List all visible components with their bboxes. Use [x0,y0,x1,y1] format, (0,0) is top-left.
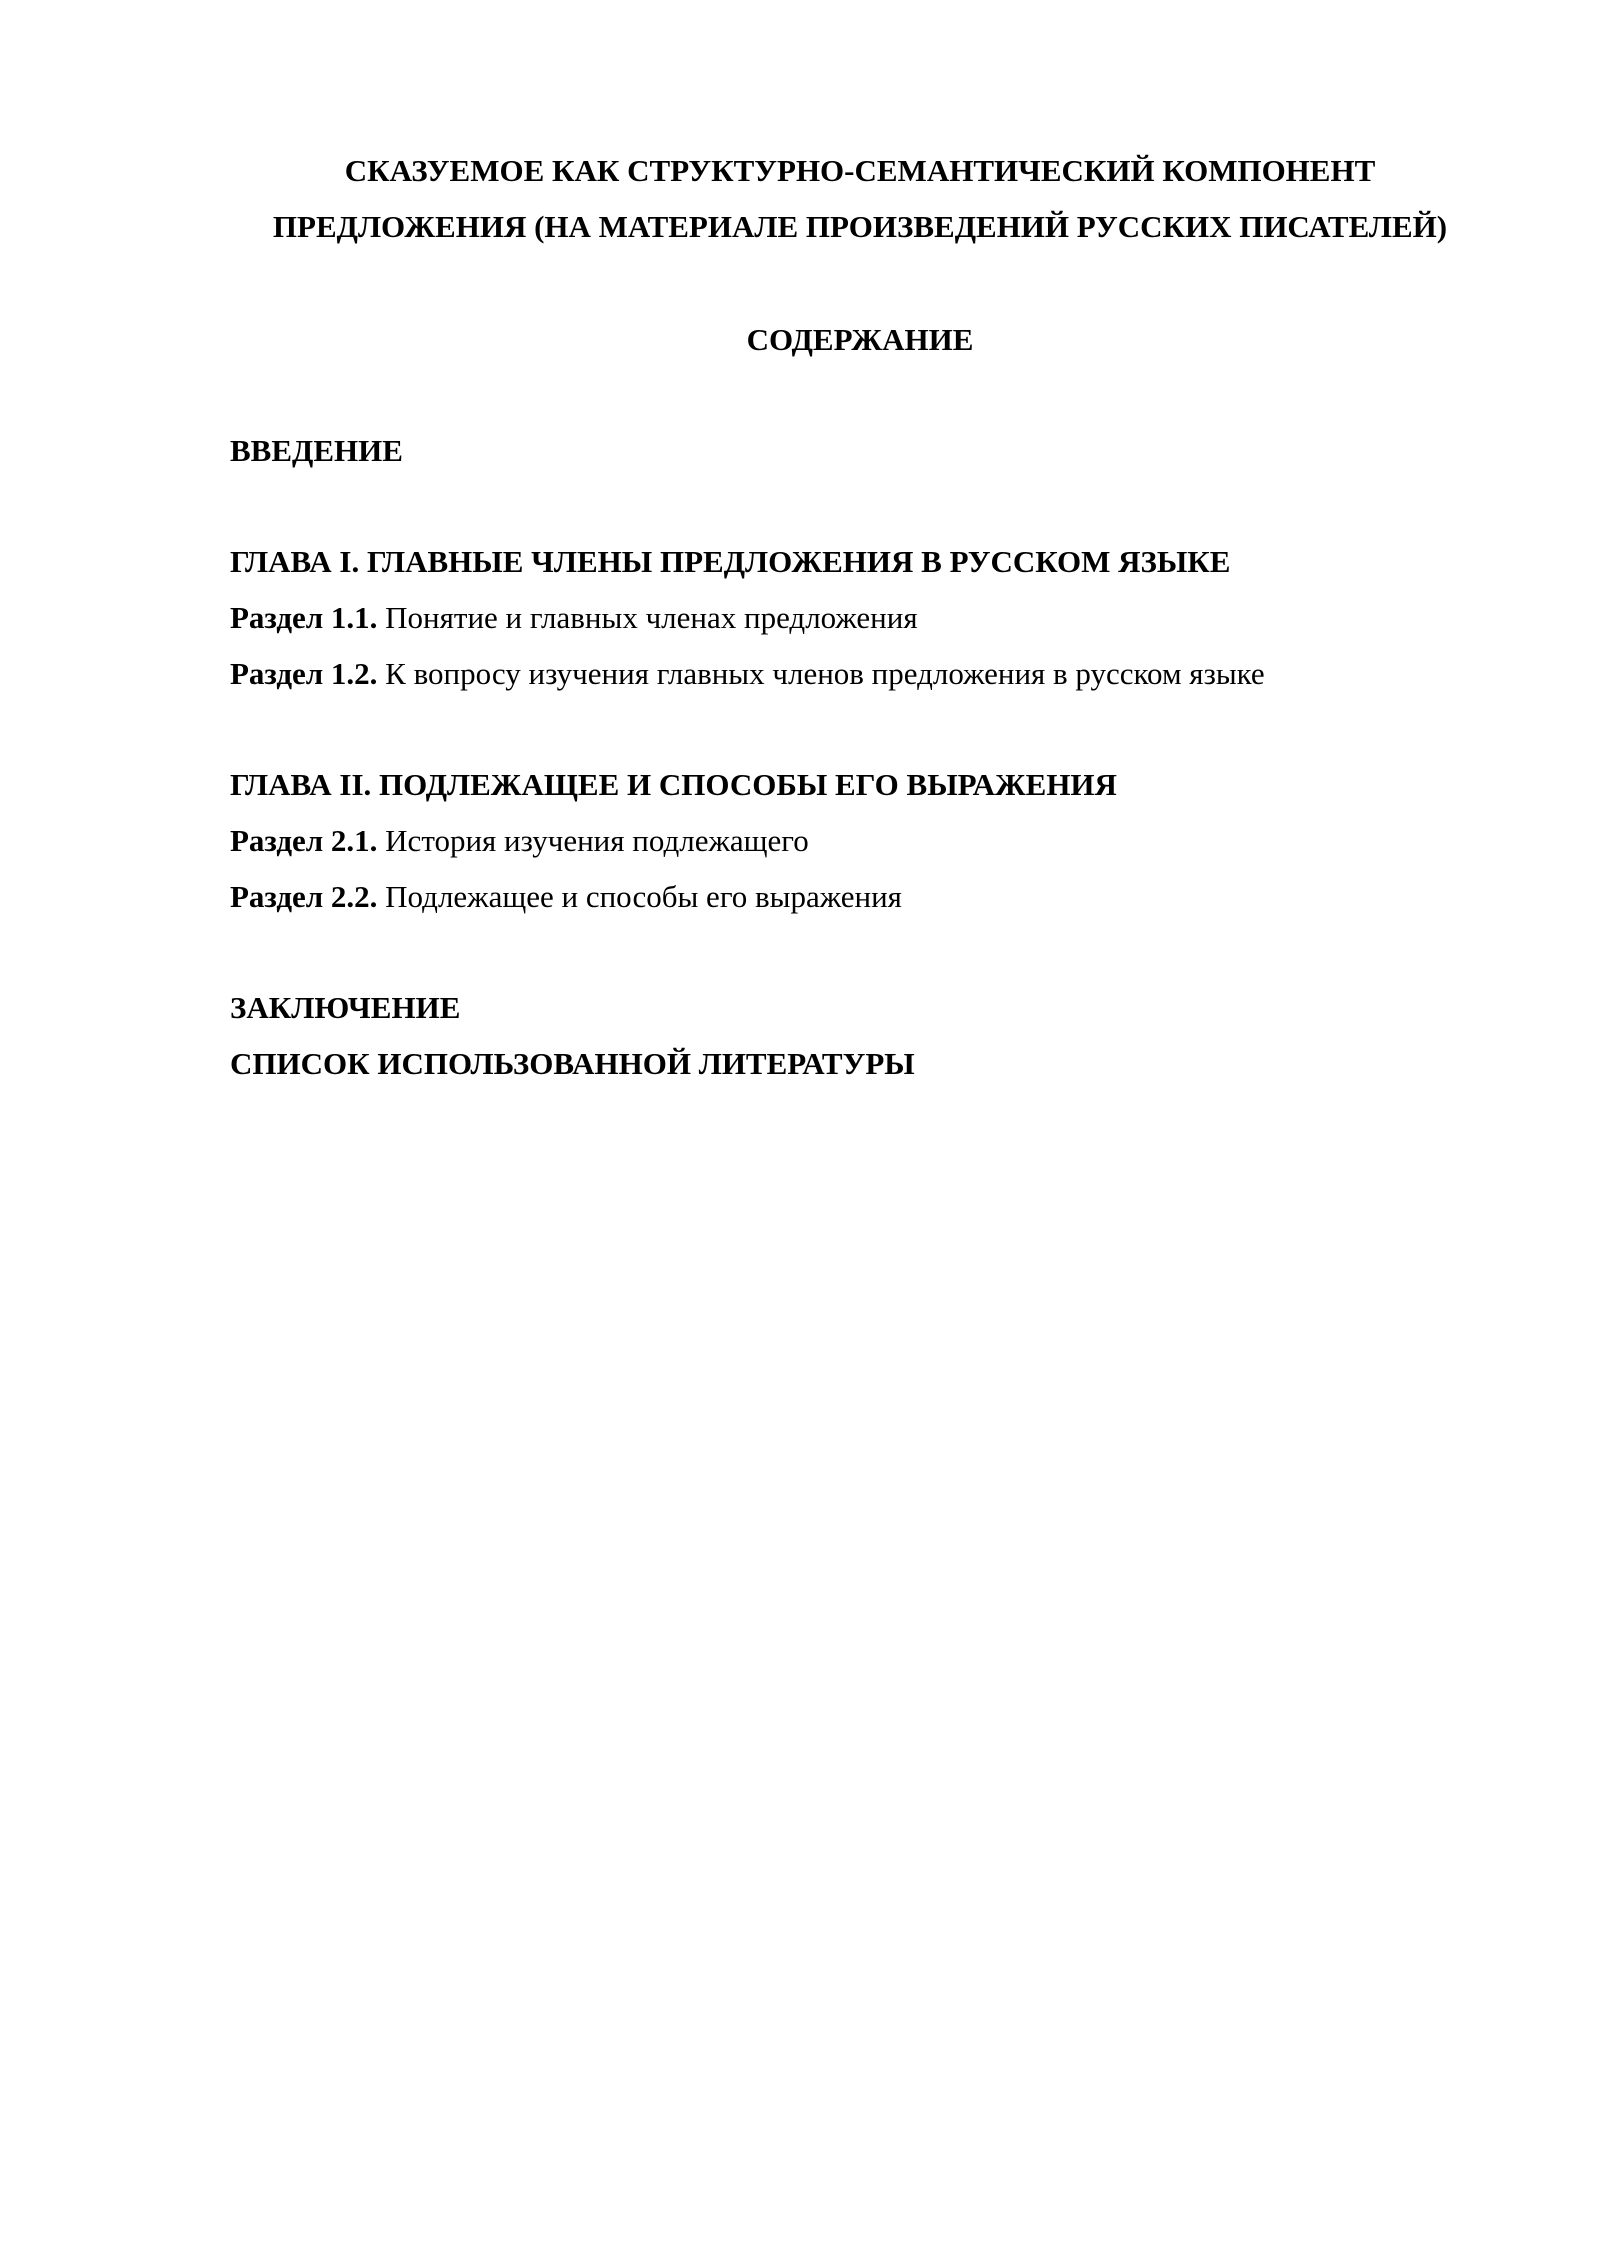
section-number: Раздел 2.2. [230,879,378,914]
toc-section-2-2 [230,869,902,925]
toc-section-1-1 [230,590,918,646]
toc-conclusion: ЗАКЛЮЧЕНИЕ [230,990,461,1025]
section-number: Раздел 1.1. [230,600,378,635]
toc-section-1-2 [230,646,1265,702]
document-title-line: ПРЕДЛОЖЕНИЯ (НА МАТЕРИАЛЕ ПРОИЗВЕДЕНИЙ РУССКИХ ПИСАТЕЛЕЙ) [272,209,1448,244]
section-title: История изучения подлежащего [385,823,809,858]
toc-heading: СОДЕРЖАНИЕ [746,322,974,357]
toc-bibliography: СПИСОК ИСПОЛЬЗОВАННОЙ ЛИТЕРАТУРЫ [230,1046,915,1081]
toc-section-2-1 [230,813,809,869]
toc-chapter-2-title: ГЛАВА II. ПОДЛЕЖАЩЕЕ И СПОСОБЫ ЕГО ВЫРАЖЕНИЯ [230,767,1117,802]
section-title: К вопросу изучения главных членов предложения в русском языке [385,656,1265,691]
document-title-line: СКАЗУЕМОЕ КАК СТРУКТУРНО-СЕМАНТИЧЕСКИЙ КОМПОНЕНТ [344,153,1376,188]
toc-introduction: ВВЕДЕНИЕ [230,433,403,468]
section-number: Раздел 1.2. [230,656,378,691]
section-title: Понятие и главных членах предложения [385,600,918,635]
section-title: Подлежащее и способы его выражения [385,879,902,914]
section-number: Раздел 2.1. [230,823,378,858]
document-title [180,143,1540,255]
toc-chapter-1-title: ГЛАВА I. ГЛАВНЫЕ ЧЛЕНЫ ПРЕДЛОЖЕНИЯ В РУССКОМ ЯЗЫКЕ [230,544,1231,579]
